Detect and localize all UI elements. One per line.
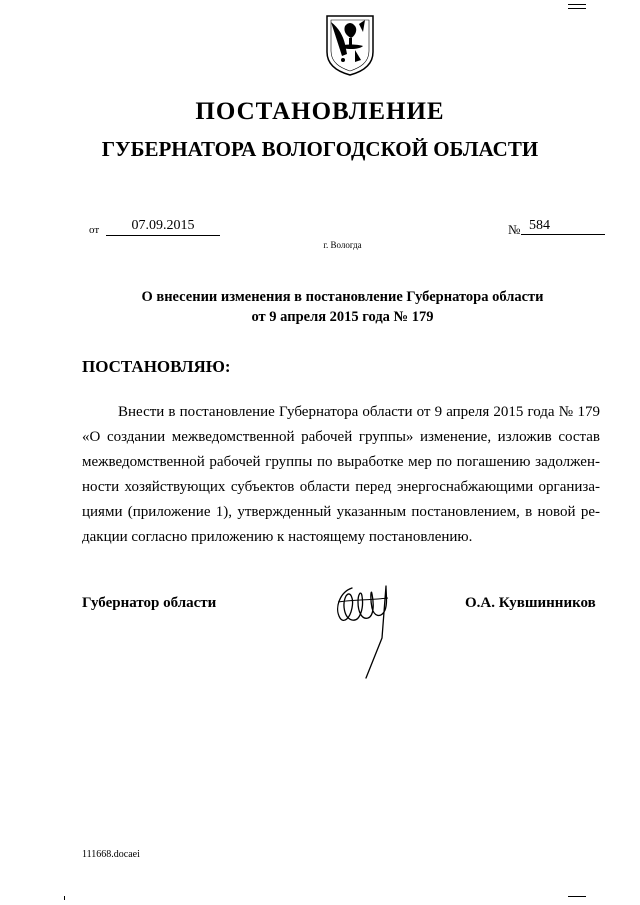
subject-line-2: от 9 апреля 2015 года № 179 [251, 309, 434, 325]
date-prefix: от [89, 224, 100, 236]
body-line: межведомственной рабочей группы по выработке мер по погашению задолжен- [82, 454, 600, 470]
corner-mark-top-right [568, 4, 586, 5]
subject-line-1: О внесении изменения в постановление Губернатора области [141, 289, 544, 305]
body-paragraph [82, 400, 600, 550]
body-line: Внести в постановление Губернатора области от 9 апреля 2015 года № 179 [118, 404, 600, 420]
city-label: г. Вологда [323, 240, 362, 250]
corner-mark-top-right-2 [568, 8, 586, 9]
body-line: дакции согласно приложению к настоящему постановлению. [82, 529, 473, 545]
number-prefix: № [508, 222, 521, 237]
issuer-title: ГУБЕРНАТОРА ВОЛОГОДСКОЙ ОБЛАСТИ [101, 137, 539, 161]
document-number: 584 [521, 218, 605, 235]
body-line: циями (приложение 1), утвержденный указанным постановлением, в новой ре- [82, 504, 600, 520]
decree-heading: ПОСТАНОВЛЯЮ: [82, 357, 231, 376]
corner-mark-bottom-left [64, 896, 65, 900]
signer-name: О.А. Кувшинников [465, 595, 596, 611]
body-line: ности хозяйствующих субъектов области перед энергоснабжающими организа- [82, 479, 600, 495]
vologda-coat-of-arms-icon [325, 14, 375, 76]
document-date: 07.09.2015 [106, 218, 220, 236]
signer-position: Губернатор области [82, 595, 217, 611]
corner-mark-bottom-right [568, 896, 586, 897]
handwritten-signature-icon [330, 578, 400, 683]
file-reference: 111668.docaei [82, 849, 140, 860]
body-line: «О создании межведомственной рабочей группы» изменение, изложив состав [82, 429, 600, 445]
document-title: ПОСТАНОВЛЕНИЕ [195, 98, 445, 125]
document-subject [0, 287, 640, 327]
